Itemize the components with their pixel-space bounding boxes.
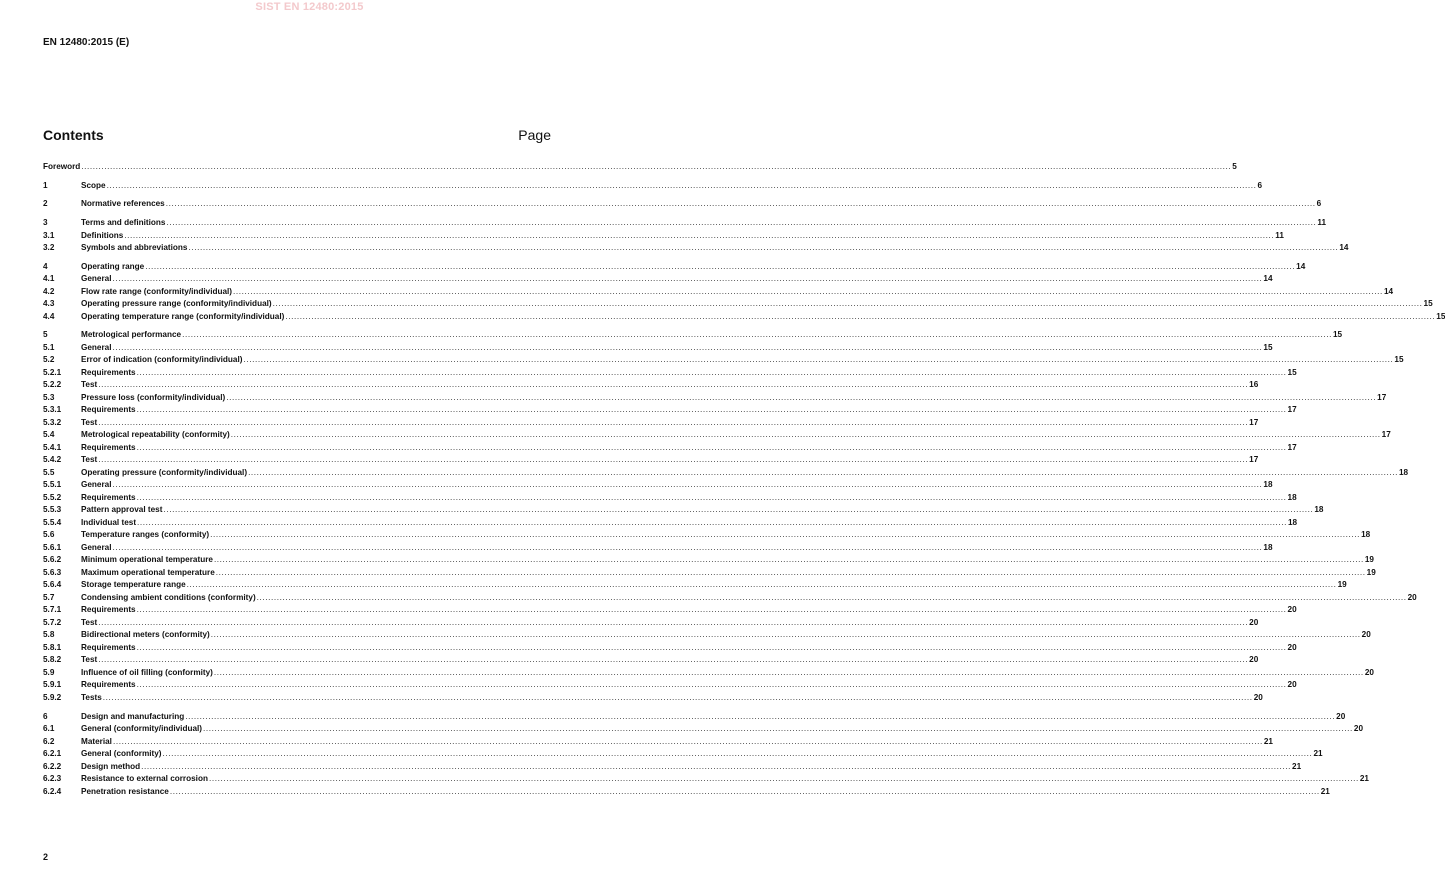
toc-entry-page: 15 bbox=[1423, 299, 1433, 309]
toc-entry-title: Temperature ranges (conformity) bbox=[81, 530, 210, 540]
toc-entry-page: 16 bbox=[1249, 380, 1259, 390]
toc-entry-title: Condensing ambient conditions (conformity) bbox=[81, 592, 256, 602]
toc-dot-leader: ................................................................................................................................................................................................................................................................................................................................................................................................................ bbox=[124, 230, 1275, 240]
toc-entry-number: 5.5.4 bbox=[43, 517, 62, 527]
toc-entry-page: 14 bbox=[1296, 261, 1306, 271]
toc-entry-number: 5.2 bbox=[43, 355, 55, 365]
toc-entry[interactable] bbox=[43, 786, 1330, 799]
toc-dot-leader: ................................................................................................................................................................................................................................................................................................................................................................................................................ bbox=[162, 749, 1313, 759]
toc-entry-page: 20 bbox=[1287, 605, 1297, 615]
document-id: EN 12480:2015 (E) bbox=[43, 37, 130, 48]
toc-entry-number: 5.3.2 bbox=[43, 417, 62, 427]
toc-entry-title: Minimum operational temperature bbox=[81, 555, 213, 565]
toc-entry[interactable] bbox=[43, 579, 1347, 592]
toc-entry-title: Design method bbox=[81, 761, 141, 771]
toc-entry-page: 15 bbox=[1394, 355, 1404, 365]
toc-entry-title: Terms and definitions bbox=[81, 218, 166, 228]
toc-entry-page: 6 bbox=[1257, 180, 1263, 190]
toc-entry-page: 19 bbox=[1337, 580, 1347, 590]
toc-entry-number: 5.9.2 bbox=[43, 692, 62, 702]
toc-entry-number: 5.6.3 bbox=[43, 567, 62, 577]
toc-dot-leader: ................................................................................................................................................................................................................................................................................................................................................................................................................ bbox=[213, 667, 1364, 677]
toc-entry-number: 5.2.1 bbox=[43, 367, 62, 377]
contents-heading: Contents bbox=[43, 127, 104, 143]
toc-dot-leader: ................................................................................................................................................................................................................................................................................................................................................................................................................ bbox=[145, 261, 1296, 271]
toc-entry[interactable] bbox=[43, 711, 1346, 724]
toc-entry-number: 5.4.2 bbox=[43, 455, 62, 465]
toc-entry-number: 6.2.3 bbox=[43, 774, 62, 784]
toc-entry-title: Definitions bbox=[81, 230, 124, 240]
toc-entry-page: 17 bbox=[1287, 405, 1297, 415]
toc-entry-page: 20 bbox=[1287, 642, 1297, 652]
toc-entry-number: 4.1 bbox=[43, 274, 55, 284]
toc-entry[interactable] bbox=[43, 592, 1417, 605]
toc-entry-page: 11 bbox=[1317, 218, 1327, 228]
toc-entry-number: 5.5.1 bbox=[43, 480, 62, 490]
toc-dot-leader: ................................................................................................................................................................................................................................................................................................................................................................................................................ bbox=[136, 367, 1287, 377]
toc-dot-leader: ................................................................................................................................................................................................................................................................................................................................................................................................................ bbox=[112, 736, 1263, 746]
toc-entry[interactable] bbox=[43, 429, 1391, 442]
toc-entry-number: 5.1 bbox=[43, 342, 55, 352]
toc-entry-page: 14 bbox=[1339, 243, 1349, 253]
toc-entry[interactable] bbox=[43, 567, 1376, 580]
toc-dot-leader: ................................................................................................................................................................................................................................................................................................................................................................................................................ bbox=[136, 642, 1287, 652]
toc-dot-leader: ................................................................................................................................................................................................................................................................................................................................................................................................................ bbox=[169, 786, 1320, 796]
toc-entry-number: 5.9 bbox=[43, 667, 55, 677]
toc-dot-leader: ................................................................................................................................................................................................................................................................................................................................................................................................................ bbox=[136, 405, 1287, 415]
toc-entry[interactable] bbox=[43, 492, 1297, 505]
toc-entry-title: Pattern approval test bbox=[81, 505, 163, 515]
toc-entry-title: General bbox=[81, 274, 112, 284]
toc-entry-title: General (conformity) bbox=[81, 749, 162, 759]
toc-entry-number: 4.3 bbox=[43, 299, 55, 309]
toc-dot-leader: ................................................................................................................................................................................................................................................................................................................................................................................................................ bbox=[163, 505, 1314, 515]
toc-entry-page: 11 bbox=[1275, 230, 1284, 240]
toc-entry-title: Requirements bbox=[81, 605, 136, 615]
toc-entry-page: 19 bbox=[1366, 567, 1376, 577]
toc-entry-title: Influence of oil filling (conformity) bbox=[81, 667, 213, 677]
toc-entry[interactable] bbox=[43, 642, 1297, 655]
toc-entry-title: Penetration resistance bbox=[81, 786, 169, 796]
toc-entry-page: 20 bbox=[1287, 680, 1297, 690]
toc-entry-page: 18 bbox=[1287, 517, 1298, 527]
toc-entry-page: 18 bbox=[1263, 480, 1273, 490]
toc-entry-title: Test bbox=[81, 655, 98, 665]
toc-entry[interactable] bbox=[43, 604, 1297, 617]
toc-entry[interactable] bbox=[43, 723, 1364, 736]
toc-entry[interactable] bbox=[43, 273, 1273, 286]
toc-entry-number: 2 bbox=[43, 199, 48, 209]
toc-entry[interactable] bbox=[43, 748, 1323, 761]
toc-entry-page: 14 bbox=[1263, 274, 1273, 284]
toc-dot-leader: ................................................................................................................................................................................................................................................................................................................................................................................................................ bbox=[98, 417, 1249, 427]
toc-entry[interactable] bbox=[43, 404, 1297, 417]
toc-dot-leader: ................................................................................................................................................................................................................................................................................................................................................................................................................ bbox=[136, 442, 1287, 452]
toc-entry-page: 20 bbox=[1407, 592, 1417, 602]
toc-dot-leader: ................................................................................................................................................................................................................................................................................................................................................................................................................ bbox=[112, 542, 1263, 552]
toc-entry-number: 5.6.2 bbox=[43, 555, 62, 565]
toc-entry-number: 5.6.4 bbox=[43, 580, 62, 590]
toc-entry-page: 18 bbox=[1263, 542, 1273, 552]
toc-entry[interactable] bbox=[43, 554, 1374, 567]
toc-entry[interactable] bbox=[43, 761, 1302, 774]
toc-entry-page: 20 bbox=[1249, 655, 1259, 665]
table-of-contents bbox=[43, 161, 1445, 798]
toc-entry[interactable] bbox=[43, 679, 1297, 692]
toc-entry-page: 17 bbox=[1381, 430, 1391, 440]
toc-entry[interactable] bbox=[43, 286, 1394, 299]
toc-entry[interactable] bbox=[43, 311, 1445, 324]
toc-entry[interactable] bbox=[43, 617, 1259, 630]
toc-dot-leader: ................................................................................................................................................................................................................................................................................................................................................................................................................ bbox=[106, 180, 1257, 190]
toc-entry-title: Test bbox=[81, 617, 98, 627]
toc-entry[interactable] bbox=[43, 692, 1263, 705]
toc-entry-number: 1 bbox=[43, 180, 48, 190]
toc-entry-title: Operating pressure (conformity/individual) bbox=[81, 467, 248, 477]
toc-entry-title: Scope bbox=[81, 180, 106, 190]
toc-entry-page: 21 bbox=[1359, 774, 1369, 784]
toc-entry[interactable] bbox=[43, 180, 1263, 193]
toc-entry-page: 17 bbox=[1249, 455, 1259, 465]
toc-entry-title: General bbox=[81, 342, 112, 352]
toc-dot-leader: ................................................................................................................................................................................................................................................................................................................................................................................................................ bbox=[233, 286, 1383, 296]
toc-dot-leader: ................................................................................................................................................................................................................................................................................................................................................................................................................ bbox=[210, 530, 1361, 540]
toc-entry-page: 20 bbox=[1336, 711, 1346, 721]
toc-dot-leader: ................................................................................................................................................................................................................................................................................................................................................................................................................ bbox=[112, 342, 1263, 352]
toc-dot-leader: ................................................................................................................................................................................................................................................................................................................................................................................................................ bbox=[81, 162, 1232, 171]
toc-entry-title: Maximum operational temperature bbox=[81, 567, 215, 577]
toc-entry-number: 5.7 bbox=[43, 592, 55, 602]
page-number: 2 bbox=[43, 852, 49, 862]
toc-entry-title: Material bbox=[81, 736, 112, 746]
toc-dot-leader: ................................................................................................................................................................................................................................................................................................................................................................................................................ bbox=[186, 580, 1337, 590]
toc-entry-page: 15 bbox=[1287, 367, 1297, 377]
toc-entry-page: 17 bbox=[1287, 442, 1297, 452]
toc-entry-page: 17 bbox=[1249, 417, 1259, 427]
toc-entry-page: 20 bbox=[1249, 617, 1259, 627]
toc-entry-page: 6 bbox=[1316, 199, 1322, 209]
toc-entry[interactable] bbox=[43, 542, 1273, 555]
toc-entry[interactable] bbox=[43, 161, 1237, 174]
toc-entry[interactable] bbox=[43, 379, 1259, 392]
toc-entry-number: 5.3 bbox=[43, 392, 55, 402]
toc-entry-page: 15 bbox=[1333, 330, 1343, 340]
toc-entry-title: Individual test bbox=[81, 517, 137, 527]
toc-entry-title: Metrological performance bbox=[81, 330, 182, 340]
toc-entry[interactable] bbox=[43, 261, 1306, 274]
toc-entry-number: 4 bbox=[43, 261, 48, 271]
toc-dot-leader: ................................................................................................................................................................................................................................................................................................................................................................................................................ bbox=[185, 711, 1336, 721]
toc-entry-title: Tests bbox=[81, 692, 102, 702]
toc-entry-number: 5.6 bbox=[43, 530, 55, 540]
toc-dot-leader: ................................................................................................................................................................................................................................................................................................................................................................................................................ bbox=[136, 605, 1287, 615]
toc-entry-number: 5.7.1 bbox=[43, 605, 62, 615]
toc-entry-title: Flow rate range (conformity/individual) bbox=[81, 286, 233, 296]
toc-entry-title: General (conformity/individual) bbox=[81, 724, 203, 734]
toc-entry-page: 20 bbox=[1353, 724, 1364, 734]
toc-entry-number: 6.2 bbox=[43, 736, 55, 746]
toc-entry-page: 20 bbox=[1364, 667, 1374, 677]
toc-dot-leader: ................................................................................................................................................................................................................................................................................................................................................................................................................ bbox=[256, 592, 1407, 602]
toc-entry[interactable] bbox=[43, 417, 1259, 430]
toc-entry[interactable] bbox=[43, 529, 1371, 542]
toc-entry-page: 5 bbox=[1232, 162, 1237, 171]
toc-entry-title: Requirements bbox=[81, 642, 136, 652]
toc-entry-number: 6.1 bbox=[43, 724, 55, 734]
toc-entry-number: 4.4 bbox=[43, 311, 55, 321]
toc-entry[interactable] bbox=[43, 454, 1259, 467]
toc-dot-leader: ................................................................................................................................................................................................................................................................................................................................................................................................................ bbox=[210, 630, 1361, 640]
toc-entry-number: 5 bbox=[43, 330, 48, 340]
toc-entry[interactable] bbox=[43, 329, 1343, 342]
toc-entry-number: 5.5.2 bbox=[43, 492, 62, 502]
toc-dot-leader: ................................................................................................................................................................................................................................................................................................................................................................................................................ bbox=[98, 455, 1249, 465]
toc-entry[interactable] bbox=[43, 736, 1273, 749]
toc-entry-title: Error of indication (conformity/individual) bbox=[81, 355, 243, 365]
toc-entry-page: 18 bbox=[1361, 530, 1371, 540]
toc-entry-page: 15 bbox=[1436, 311, 1445, 321]
toc-dot-leader: ................................................................................................................................................................................................................................................................................................................................................................................................................ bbox=[166, 218, 1317, 228]
toc-dot-leader: ................................................................................................................................................................................................................................................................................................................................................................................................................ bbox=[248, 467, 1398, 477]
toc-dot-leader: ................................................................................................................................................................................................................................................................................................................................................................................................................ bbox=[230, 430, 1381, 440]
toc-entry[interactable] bbox=[43, 467, 1409, 480]
toc-entry-title: Test bbox=[81, 417, 98, 427]
toc-entry[interactable] bbox=[43, 298, 1433, 311]
toc-entry[interactable] bbox=[43, 667, 1374, 680]
toc-dot-leader: ................................................................................................................................................................................................................................................................................................................................................................................................................ bbox=[136, 492, 1287, 502]
toc-entry[interactable] bbox=[43, 342, 1273, 355]
toc-entry-number: 5.8.2 bbox=[43, 655, 62, 665]
toc-dot-leader: ................................................................................................................................................................................................................................................................................................................................................................................................................ bbox=[272, 299, 1423, 309]
toc-dot-leader: ................................................................................................................................................................................................................................................................................................................................................................................................................ bbox=[208, 774, 1359, 784]
toc-entry-page: 21 bbox=[1263, 736, 1273, 746]
toc-dot-leader: ................................................................................................................................................................................................................................................................................................................................................................................................................ bbox=[112, 274, 1263, 284]
toc-dot-leader: ................................................................................................................................................................................................................................................................................................................................................................................................................ bbox=[243, 355, 1394, 365]
toc-dot-leader: ................................................................................................................................................................................................................................................................................................................................................................................................................ bbox=[188, 243, 1339, 253]
toc-entry-page: 21 bbox=[1320, 786, 1330, 796]
toc-entry-number: 5.7.2 bbox=[43, 617, 62, 627]
toc-entry[interactable] bbox=[43, 479, 1273, 492]
toc-entry-title: General bbox=[81, 542, 112, 552]
watermark: SIST EN 12480:2015 bbox=[255, 1, 364, 13]
page-column-heading: Page bbox=[518, 127, 551, 143]
toc-entry-title: Resistance to external corrosion bbox=[81, 774, 208, 784]
toc-entry-page: 15 bbox=[1263, 342, 1273, 352]
toc-entry-title: Operating temperature range (conformity/individual) bbox=[81, 311, 285, 321]
toc-entry-page: 17 bbox=[1377, 392, 1387, 402]
toc-entry-page: 18 bbox=[1287, 492, 1297, 502]
toc-dot-leader: ................................................................................................................................................................................................................................................................................................................................................................................................................ bbox=[203, 724, 1353, 734]
toc-entry-page: 20 bbox=[1253, 692, 1263, 702]
toc-entry[interactable] bbox=[43, 654, 1259, 667]
toc-entry-title: Foreword bbox=[43, 162, 81, 171]
toc-entry[interactable] bbox=[43, 198, 1322, 211]
toc-entry-page: 14 bbox=[1383, 286, 1394, 296]
toc-entry-number: 5.2.2 bbox=[43, 380, 62, 390]
toc-entry[interactable] bbox=[43, 230, 1284, 243]
toc-entry[interactable] bbox=[43, 392, 1387, 405]
toc-entry-page: 20 bbox=[1361, 630, 1371, 640]
toc-entry-number: 5.9.1 bbox=[43, 680, 62, 690]
toc-entry-number: 3.2 bbox=[43, 243, 55, 253]
toc-entry-title: Design and manufacturing bbox=[81, 711, 185, 721]
toc-dot-leader: ................................................................................................................................................................................................................................................................................................................................................................................................................ bbox=[215, 567, 1366, 577]
toc-entry[interactable] bbox=[43, 629, 1371, 642]
toc-entry-title: Requirements bbox=[81, 405, 136, 415]
toc-dot-leader: ................................................................................................................................................................................................................................................................................................................................................................................................................ bbox=[165, 199, 1316, 209]
toc-entry-number: 5.3.1 bbox=[43, 405, 62, 415]
toc-entry-page: 18 bbox=[1314, 505, 1324, 515]
toc-entry-number: 5.8 bbox=[43, 630, 55, 640]
toc-dot-leader: ................................................................................................................................................................................................................................................................................................................................................................................................................ bbox=[182, 330, 1332, 340]
toc-entry-title: Storage temperature range bbox=[81, 580, 186, 590]
toc-entry-title: Requirements bbox=[81, 680, 136, 690]
toc-entry-page: 19 bbox=[1364, 555, 1374, 565]
toc-dot-leader: ................................................................................................................................................................................................................................................................................................................................................................................................................ bbox=[102, 692, 1253, 702]
toc-entry-title: Requirements bbox=[81, 492, 136, 502]
toc-entry-number: 5.4 bbox=[43, 430, 55, 440]
toc-entry-number: 5.5 bbox=[43, 467, 55, 477]
toc-entry[interactable] bbox=[43, 242, 1349, 255]
toc-entry-title: Bidirectional meters (conformity) bbox=[81, 630, 210, 640]
toc-entry-title: Test bbox=[81, 455, 98, 465]
toc-dot-leader: ................................................................................................................................................................................................................................................................................................................................................................................................................ bbox=[136, 680, 1287, 690]
toc-entry-title: Symbols and abbreviations bbox=[81, 243, 188, 253]
toc-entry-number: 5.5.3 bbox=[43, 505, 62, 515]
toc-dot-leader: ................................................................................................................................................................................................................................................................................................................................................................................................................ bbox=[112, 480, 1263, 490]
toc-dot-leader: ................................................................................................................................................................................................................................................................................................................................................................................................................ bbox=[226, 392, 1377, 402]
toc-entry-title: Operating pressure range (conformity/individual) bbox=[81, 299, 272, 309]
toc-entry-number: 3 bbox=[43, 218, 48, 228]
toc-entry-page: 18 bbox=[1398, 467, 1409, 477]
toc-entry[interactable] bbox=[43, 442, 1297, 455]
toc-entry-title: Pressure loss (conformity/individual) bbox=[81, 392, 226, 402]
toc-entry[interactable] bbox=[43, 217, 1327, 230]
toc-dot-leader: ................................................................................................................................................................................................................................................................................................................................................................................................................ bbox=[98, 617, 1249, 627]
toc-entry-number: 6 bbox=[43, 711, 48, 721]
toc-entry[interactable] bbox=[43, 773, 1369, 786]
toc-entry-number: 3.1 bbox=[43, 230, 55, 240]
toc-entry-number: 6.2.4 bbox=[43, 786, 62, 796]
toc-entry-number: 6.2.1 bbox=[43, 749, 62, 759]
toc-entry-number: 5.6.1 bbox=[43, 542, 62, 552]
toc-entry-title: Metrological repeatability (conformity) bbox=[81, 430, 230, 440]
toc-entry-title: Requirements bbox=[81, 367, 136, 377]
toc-entry-number: 4.2 bbox=[43, 286, 55, 296]
toc-entry-title: Operating range bbox=[81, 261, 145, 271]
toc-dot-leader: ................................................................................................................................................................................................................................................................................................................................................................................................................ bbox=[98, 380, 1249, 390]
toc-entry-title: General bbox=[81, 480, 112, 490]
toc-dot-leader: ................................................................................................................................................................................................................................................................................................................................................................................................................ bbox=[285, 311, 1436, 321]
toc-dot-leader: ................................................................................................................................................................................................................................................................................................................................................................................................................ bbox=[98, 655, 1249, 665]
toc-dot-leader: ................................................................................................................................................................................................................................................................................................................................................................................................................ bbox=[213, 555, 1364, 565]
toc-entry[interactable] bbox=[43, 517, 1298, 530]
toc-entry-number: 5.8.1 bbox=[43, 642, 62, 652]
toc-entry[interactable] bbox=[43, 367, 1297, 380]
toc-entry-title: Requirements bbox=[81, 442, 136, 452]
toc-entry-title: Test bbox=[81, 380, 98, 390]
toc-entry[interactable] bbox=[43, 354, 1404, 367]
toc-entry[interactable] bbox=[43, 504, 1324, 517]
toc-entry-number: 5.4.1 bbox=[43, 442, 62, 452]
toc-entry-page: 21 bbox=[1313, 749, 1323, 759]
toc-entry-page: 21 bbox=[1292, 761, 1302, 771]
toc-dot-leader: ................................................................................................................................................................................................................................................................................................................................................................................................................ bbox=[141, 761, 1292, 771]
toc-entry-title: Normative references bbox=[81, 199, 165, 209]
toc-entry-number: 6.2.2 bbox=[43, 761, 62, 771]
toc-dot-leader: ................................................................................................................................................................................................................................................................................................................................................................................................................ bbox=[137, 517, 1287, 527]
